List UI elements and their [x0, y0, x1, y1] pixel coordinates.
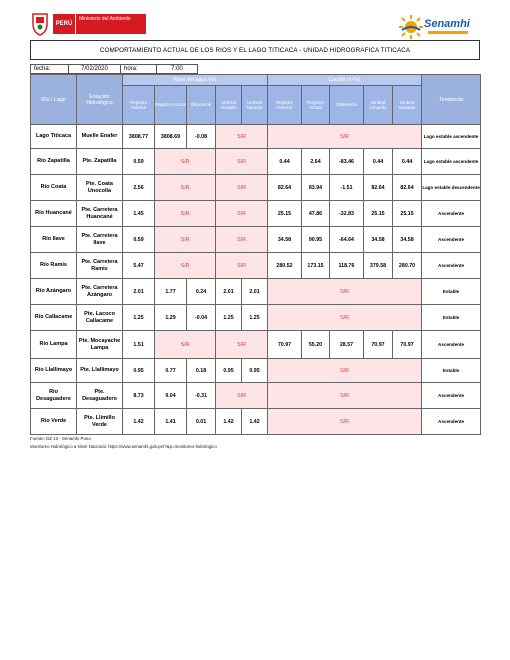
- tendencia: Ascendente: [422, 331, 481, 359]
- caudal-anterior: 34.58: [268, 227, 302, 253]
- caudal-diferencia: -32.83: [330, 201, 364, 227]
- rio-name: Río Lampa: [31, 331, 77, 359]
- caudal-umbral-naranja: 0.44: [393, 149, 422, 175]
- table-row: [31, 201, 481, 227]
- rio-name: Río Desaguadero: [31, 383, 77, 409]
- estacion-name: Pte. Carretera Azángaro: [77, 279, 123, 305]
- caudal-umbral-amarillo: 25.15: [364, 201, 393, 227]
- fecha-label: fecha:: [31, 65, 69, 73]
- table-row: [31, 149, 481, 175]
- caudal-sr: S/R: [268, 359, 422, 383]
- nivel-anterior: 1.42: [123, 409, 155, 435]
- nivel-anterior: 1.45: [123, 201, 155, 227]
- nivel-col-5: Umbral Naranja: [242, 86, 268, 125]
- umbral-sr: S/R: [216, 175, 268, 201]
- senamhi-underline: [428, 31, 468, 34]
- fecha-value: 7/02/2020: [69, 65, 121, 73]
- nivel-umbral-naranja: 2.01: [242, 279, 268, 305]
- footer-source: Fuente: DZ 13 - Senamhi Puno: [30, 436, 91, 441]
- nivel-sr: S/R: [155, 149, 216, 175]
- estacion-name: Pte. Carretera Ramis: [77, 253, 123, 279]
- nivel-anterior: 0.59: [123, 227, 155, 253]
- rio-name: Río Huancané: [31, 201, 77, 227]
- hora-label: hora:: [121, 65, 157, 73]
- senamhi-logo: [398, 14, 478, 40]
- nivel-col-2: Registro Actual: [155, 86, 187, 125]
- rio-name: Río Azángaro: [31, 279, 77, 305]
- nivel-diferencia: 0.01: [187, 409, 216, 435]
- nivel-sr: S/R: [155, 253, 216, 279]
- estacion-name: Pte. Llimillo Verde: [77, 409, 123, 435]
- tendencia: Estable: [422, 305, 481, 331]
- caudal-col-3: Diferencia: [330, 86, 364, 125]
- table-row: [31, 359, 481, 383]
- table-row: [31, 305, 481, 331]
- caudal-col-1: Registro Anterior: [268, 86, 302, 125]
- nivel-diferencia: 0.18: [187, 359, 216, 383]
- estacion-name: Pte. Lacoco Callacame: [77, 305, 123, 331]
- estacion-name: Pte. Mocayache Lampa: [77, 331, 123, 359]
- nivel-actual: 9.04: [155, 383, 187, 409]
- caudal-umbral-naranja: 25.15: [393, 201, 422, 227]
- caudal-col-4: Umbral Amarillo: [364, 86, 393, 125]
- hora-value: 7:00: [171, 66, 183, 72]
- caudal-diferencia: -64.64: [330, 227, 364, 253]
- rio-name: Río Callacame: [31, 305, 77, 331]
- col-tendencia: Tendencia: [422, 75, 481, 125]
- nivel-umbral-naranja: 1.25: [242, 305, 268, 331]
- table-row: [31, 125, 481, 149]
- umbral-sr: S/R: [216, 331, 268, 359]
- estacion-name: Pte. Zapatilla: [77, 149, 123, 175]
- caudal-anterior: 70.97: [268, 331, 302, 359]
- footer-monitor-link[interactable]: Monitoreo Hidrológico a Nivel Nacional: https://www.senamhi.gob.pe/?&p=monitoreo-hidrologico: [30, 444, 217, 449]
- ministry-label: Ministerio del Ambiente: [76, 14, 146, 34]
- caudal-actual: 55.20: [302, 331, 330, 359]
- nivel-sr: S/R: [155, 227, 216, 253]
- caudal-sr: S/R: [268, 125, 422, 149]
- peru-logo: [30, 12, 146, 36]
- senamhi-label: Senamhi: [424, 18, 470, 30]
- caudal-col-2: Registro Actual: [302, 86, 330, 125]
- nivel-umbral-naranja: 0.95: [242, 359, 268, 383]
- nivel-actual: 1.77: [155, 279, 187, 305]
- nivel-diferencia: -0.08: [187, 125, 216, 149]
- nivel-anterior: 1.51: [123, 331, 155, 359]
- nivel-umbral-naranja: 1.42: [242, 409, 268, 435]
- nivel-actual: 0.77: [155, 359, 187, 383]
- caudal-actual: 47.86: [302, 201, 330, 227]
- caudal-umbral-naranja: 34.58: [393, 227, 422, 253]
- peru-label: PERÚ: [53, 14, 75, 34]
- nivel-diferencia: -0.31: [187, 383, 216, 409]
- tendencia: Lago estable descendente: [422, 175, 481, 201]
- col-estacion: Estación Hidrológica: [77, 75, 123, 125]
- table-row: [31, 253, 481, 279]
- nivel-col-1: Registro Anterior: [123, 86, 155, 125]
- nivel-sr: S/R: [155, 201, 216, 227]
- tendencia: Ascendente: [422, 227, 481, 253]
- nivel-anterior: 0.95: [123, 359, 155, 383]
- caudal-diferencia: 118.76: [330, 253, 364, 279]
- caudal-anterior: 25.15: [268, 201, 302, 227]
- umbral-sr: S/R: [216, 383, 268, 409]
- nivel-anterior: 3808.77: [123, 125, 155, 149]
- nivel-sr: S/R: [155, 175, 216, 201]
- caudal-umbral-naranja: 82.64: [393, 175, 422, 201]
- rio-name: Río Ilave: [31, 227, 77, 253]
- col-rio: Río / Lago: [31, 75, 77, 125]
- umbral-sr: S/R: [216, 125, 268, 149]
- nivel-umbral-amarillo: 2.01: [216, 279, 242, 305]
- tendencia: Ascendente: [422, 253, 481, 279]
- rio-name: Río Verde: [31, 409, 77, 435]
- caudal-anterior: 280.52: [268, 253, 302, 279]
- caudal-umbral-amarillo: 82.64: [364, 175, 393, 201]
- report-title: COMPORTAMIENTO ACTUAL DE LOS RIOS Y EL LAGO TITICACA - UNIDAD HIDROGRAFICA TITICACA: [30, 40, 480, 60]
- group-caudal: Caudal (m³/s): [268, 75, 422, 86]
- caudal-actual: 173.15: [302, 253, 330, 279]
- caudal-sr: S/R: [268, 409, 422, 435]
- caudal-diferencia: -1.51: [330, 175, 364, 201]
- tendencia: Lago estable ascendente: [422, 149, 481, 175]
- nivel-diferencia: -0.04: [187, 305, 216, 331]
- nivel-col-4: Umbral Amarillo: [216, 86, 242, 125]
- rio-name: Río Llallimayo: [31, 359, 77, 383]
- estacion-name: Pte. Carretera Huancané: [77, 201, 123, 227]
- umbral-sr: S/R: [216, 201, 268, 227]
- table-row: [31, 331, 481, 359]
- table-row: [31, 409, 481, 435]
- nivel-actual: 1.41: [155, 409, 187, 435]
- rio-name: Lago Titicaca: [31, 125, 77, 149]
- nivel-sr: S/R: [155, 331, 216, 359]
- nivel-anterior: 2.01: [123, 279, 155, 305]
- caudal-umbral-naranja: 70.97: [393, 331, 422, 359]
- nivel-anterior: 5.47: [123, 253, 155, 279]
- umbral-sr: S/R: [216, 227, 268, 253]
- nivel-umbral-amarillo: 1.42: [216, 409, 242, 435]
- rio-name: Río Ramis: [31, 253, 77, 279]
- tendencia: Ascendente: [422, 201, 481, 227]
- caudal-sr: S/R: [268, 279, 422, 305]
- caudal-umbral-amarillo: 34.58: [364, 227, 393, 253]
- nivel-anterior: 8.73: [123, 383, 155, 409]
- date-bar: [30, 64, 198, 74]
- caudal-actual: 2.64: [302, 149, 330, 175]
- tendencia: Ascendente: [422, 409, 481, 435]
- sun-icon: [398, 14, 424, 40]
- table-row: [31, 383, 481, 409]
- nivel-anterior: 0.59: [123, 149, 155, 175]
- tendencia: Lago estable ascendente: [422, 125, 481, 149]
- estacion-name: Pte. Carretera Ilave: [77, 227, 123, 253]
- caudal-umbral-amarillo: 379.58: [364, 253, 393, 279]
- umbral-sr: S/R: [216, 253, 268, 279]
- tendencia: Ascendente: [422, 383, 481, 409]
- caudal-col-5: Umbral Naranja: [393, 86, 422, 125]
- nivel-umbral-amarillo: 0.95: [216, 359, 242, 383]
- caudal-diferencia: 28.57: [330, 331, 364, 359]
- caudal-umbral-amarillo: 70.97: [364, 331, 393, 359]
- nivel-anterior: 1.25: [123, 305, 155, 331]
- caudal-anterior: 82.64: [268, 175, 302, 201]
- caudal-anterior: 0.44: [268, 149, 302, 175]
- nivel-col-3: Diferencia: [187, 86, 216, 125]
- estacion-name: Pte. Desaguadero: [77, 383, 123, 409]
- caudal-sr: S/R: [268, 383, 422, 409]
- caudal-diferencia: -83.46: [330, 149, 364, 175]
- umbral-sr: S/R: [216, 149, 268, 175]
- nivel-diferencia: 0.24: [187, 279, 216, 305]
- hydrology-table: [30, 74, 481, 435]
- tendencia: Estable: [422, 279, 481, 305]
- nivel-umbral-amarillo: 1.25: [216, 305, 242, 331]
- caudal-actual: 83.94: [302, 175, 330, 201]
- caudal-actual: 90.95: [302, 227, 330, 253]
- estacion-name: Pte. Llallimayo: [77, 359, 123, 383]
- shield-icon: [30, 12, 50, 36]
- nivel-actual: 1.29: [155, 305, 187, 331]
- estacion-name: Pte. Coata Unocolla: [77, 175, 123, 201]
- caudal-umbral-amarillo: 0.44: [364, 149, 393, 175]
- caudal-umbral-naranja: 280.70: [393, 253, 422, 279]
- rio-name: Río Zapatilla: [31, 149, 77, 175]
- tendencia: Estable: [422, 359, 481, 383]
- table-row: [31, 227, 481, 253]
- estacion-name: Muelle Enafer: [77, 125, 123, 149]
- table-row: [31, 175, 481, 201]
- nivel-anterior: 2.56: [123, 175, 155, 201]
- group-nivel: Nivel del agua (m): [123, 75, 268, 86]
- caudal-sr: S/R: [268, 305, 422, 331]
- table-row: [31, 279, 481, 305]
- rio-name: Río Coata: [31, 175, 77, 201]
- nivel-actual: 3808.69: [155, 125, 187, 149]
